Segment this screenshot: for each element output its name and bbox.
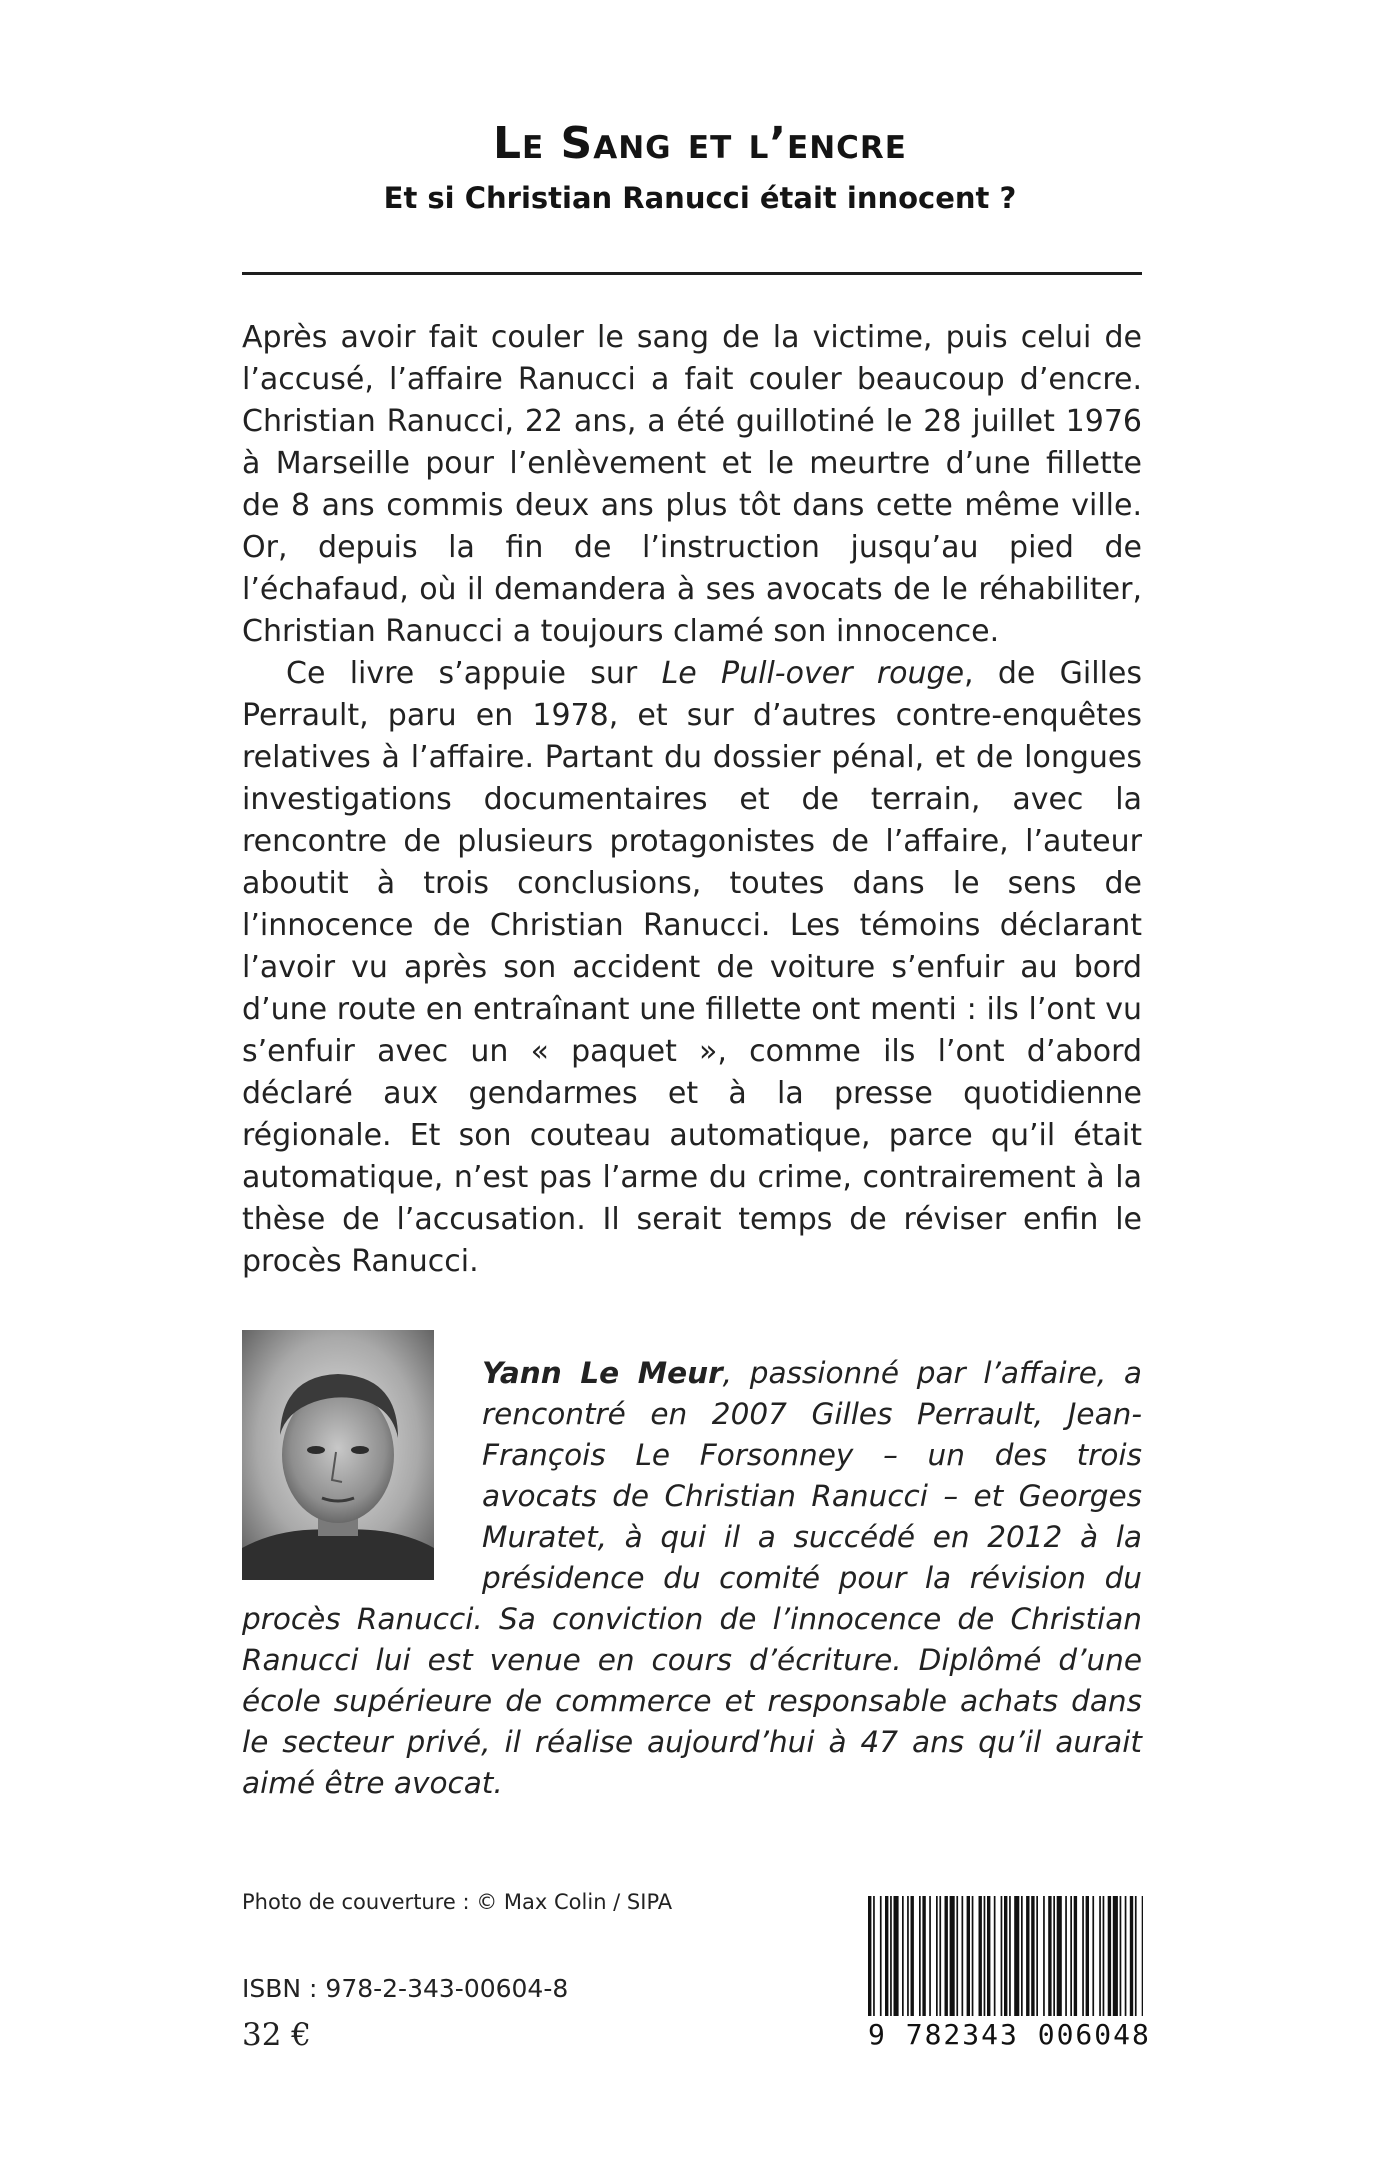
author-name: Yann Le Meur xyxy=(482,1356,723,1390)
barcode-bar xyxy=(922,1896,925,2016)
synopsis-paragraph-2 xyxy=(242,653,1142,1283)
barcode-bar xyxy=(1135,1896,1137,2016)
photo-credit: Photo de couverture : © Max Colin / SIPA xyxy=(242,1890,673,1914)
synopsis-p2-rest: , de Gilles Perrault, paru en 1978, et sur d’autres contre-enquêtes relatives à l’affaire. Partant du dossier pénal, et de longues investigations documentaires et de terrain, avec la rencontre de plusieurs protagonistes de l’affaire, l’auteur aboutit à trois conclusions, toutes dans le sens de l’innocence de Christian Ranucci. Les témoins déclarant l’avoir vu après son accident de voiture s’enfuir au bord d’une route en entraînant une fillette ont menti : ils l’ont vu s’enfuir avec un « paquet », comme ils l’ont d’abord déclaré aux gendarmes et à la presse quotidienne régionale. Et son couteau automatique, parce qu’il était automatique, n’est pas l’arme du crime, contrairement à la thèse de l’accusation. Il serait temps de réviser enfin le procès Ranucci. xyxy=(242,656,1142,1279)
barcode-bar xyxy=(919,1896,921,2016)
barcode-bar xyxy=(1004,1896,1007,2016)
barcode-digits: 9 782343 006048 xyxy=(868,2018,1151,2051)
barcode-bar xyxy=(939,1896,941,2016)
barcode-bar xyxy=(1043,1896,1045,2016)
synopsis-p2-start: Ce livre s’appuie sur xyxy=(286,656,662,691)
barcode-bar xyxy=(1092,1896,1094,2016)
barcode-bar xyxy=(902,1896,904,2016)
barcode-bar xyxy=(962,1896,964,2016)
author-bio-text: , passionné par l’affaire, a rencontré en 2007 Gilles Perrault, Jean-François Le Forsonney – un des trois avocats de Christian Ranucci – et Georges Muratet, à qui il a succédé en 2012 à la présidence du comité pour la révision du procès Ranucci. Sa conviction de l’innocence de Christian Ranucci lui est venue en cours d’écriture. Diplômé d’une école supérieure de commerce et responsable achats dans le secteur privé, il réalise aujourd’hui à 47 ans qu’il aurait aimé être avocat. xyxy=(242,1356,1142,1800)
barcode-bar xyxy=(1070,1896,1072,2016)
barcode-bar xyxy=(979,1896,982,2016)
barcode-bar xyxy=(1009,1896,1011,2016)
title-divider xyxy=(242,272,1142,275)
barcode-bar xyxy=(1036,1896,1038,2016)
barcode-bar xyxy=(1026,1896,1029,2016)
barcode-bar xyxy=(907,1896,909,2016)
barcode-bar xyxy=(1108,1896,1111,2016)
barcode-bar xyxy=(880,1896,882,2016)
barcode-bar xyxy=(1057,1896,1062,2016)
barcode-bars xyxy=(868,1896,1143,2016)
barcode-bar xyxy=(1065,1896,1067,2016)
barcode-bar xyxy=(1031,1896,1034,2016)
barcode xyxy=(868,1896,1151,2051)
barcode-bar xyxy=(911,1896,914,2016)
price: 32 € xyxy=(242,2017,312,2053)
book-title: Le Sang et l’encre xyxy=(493,118,907,169)
barcode-bar xyxy=(885,1896,888,2016)
barcode-bar xyxy=(894,1896,899,2016)
barcode-bar xyxy=(1130,1896,1133,2016)
barcode-bar xyxy=(972,1896,974,2016)
barcode-bar xyxy=(1074,1896,1077,2016)
barcode-bar xyxy=(950,1896,955,2016)
barcode-bar xyxy=(929,1896,931,2016)
barcode-bar xyxy=(1103,1896,1105,2016)
barcode-bar xyxy=(890,1896,892,2016)
synopsis xyxy=(242,317,1142,1283)
book-subtitle: Et si Christian Ranucci était innocent ? xyxy=(383,181,1017,215)
cited-book-title: Le Pull-over rouge xyxy=(661,656,965,691)
author-bio xyxy=(242,1353,1142,1804)
barcode-bar xyxy=(1053,1896,1055,2016)
barcode-bar xyxy=(936,1896,938,2016)
synopsis-paragraph-1: Après avoir fait couler le sang de la victime, puis celui de l’accusé, l’affaire Ranucci a fait couler beaucoup d’encre. Christian Ranucci, 22 ans, a été guillotiné le 28 juillet 1976 à Marseille pour l’enlèvement et le meurtre d’une fillette de 8 ans commis deux ans plus tôt dans cette même ville. Or, depuis la fin de l’instruction jusqu’au pied de l’échafaud, où il demandera à ses avocats de le réhabiliter, Christian Ranucci a toujours clamé son innocence. xyxy=(242,320,1142,649)
barcode-bar xyxy=(1021,1896,1023,2016)
barcode-bar xyxy=(1001,1896,1003,2016)
barcode-bar xyxy=(1099,1896,1101,2016)
barcode-bar xyxy=(1086,1896,1089,2016)
barcode-bar xyxy=(1120,1896,1122,2016)
barcode-bar xyxy=(994,1896,996,2016)
barcode-bar xyxy=(987,1896,990,2016)
barcode-bar xyxy=(956,1896,958,2016)
barcode-bar xyxy=(868,1896,871,2016)
photo-spacer xyxy=(242,1353,482,1599)
barcode-bar xyxy=(1113,1896,1118,2016)
barcode-bar xyxy=(873,1896,875,2016)
barcode-bar xyxy=(967,1896,970,2016)
barcode-bar xyxy=(1125,1896,1127,2016)
barcode-bar xyxy=(1082,1896,1084,2016)
barcode-bar xyxy=(984,1896,986,2016)
barcode-bar xyxy=(1048,1896,1051,2016)
isbn: ISBN : 978-2-343-00604-8 xyxy=(242,1974,569,2003)
barcode-bar xyxy=(945,1896,948,2016)
barcode-bar xyxy=(1014,1896,1019,2016)
barcode-bar xyxy=(1142,1896,1143,2016)
